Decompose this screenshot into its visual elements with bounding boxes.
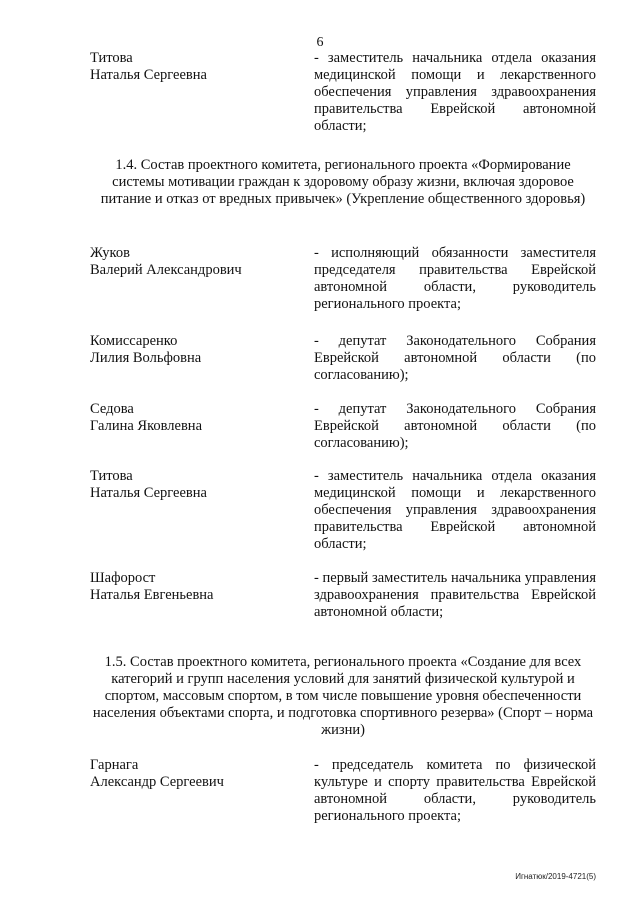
- footer-document-code: Игнатюк/2019-4721(5): [515, 872, 596, 881]
- member-name: [90, 401, 290, 435]
- section-1-4-heading: 1.4. Состав проектного комитета, регионального проекта «Формирование системы мотивации граждан к здоровому образу жизни, включая здоровое питание и отказ от вредных привычек» (Укрепление общественного здоровья): [100, 157, 586, 207]
- member-last-name: Комиссаренко: [90, 333, 178, 349]
- member-last-name: Гарнага: [90, 757, 139, 773]
- member-name: [90, 570, 290, 604]
- member-last-name: Седова: [90, 401, 134, 417]
- member-role: - первый заместитель начальника управления здравоохранения правительства Еврейской автономной области;: [314, 570, 596, 620]
- member-last-name: Титова: [90, 50, 133, 66]
- member-last-name: Шафорост: [90, 570, 156, 586]
- member-first-name: Александр Сергеевич: [90, 774, 224, 790]
- member-role: - председатель комитета по физической культуре и спорту правительства Еврейской автономной области, руководитель регионального проекта;: [314, 757, 596, 824]
- member-first-name: Галина Яковлевна: [90, 418, 202, 434]
- member-name: [90, 757, 290, 791]
- member-role: - заместитель начальника отдела оказания медицинской помощи и лекарственного обеспечения управления здравоохранения правительства Еврейской автономной области;: [314, 50, 596, 134]
- member-role: - исполняющий обязанности заместителя председателя правительства Еврейской автономной области, руководитель регионального проекта;: [314, 245, 596, 312]
- member-role: - заместитель начальника отдела оказания медицинской помощи и лекарственного обеспечения управления здравоохранения правительства Еврейской автономной области;: [314, 468, 596, 552]
- section-1-5-heading: 1.5. Состав проектного комитета, регионального проекта «Создание для всех категорий и групп населения условий для занятий физической культурой и спортом, массовым спортом, в том числе повышение уровня обеспеченности населения объектами спорта, и подготовка спортивного резерва» (Спорт – норма жизни): [92, 654, 594, 738]
- member-first-name: Наталья Сергеевна: [90, 67, 207, 83]
- member-name: [90, 468, 290, 502]
- member-first-name: Валерий Александрович: [90, 262, 242, 278]
- member-first-name: Наталья Евгеньевна: [90, 587, 214, 603]
- member-role: - депутат Законодательного Собрания Еврейской автономной области (по согласованию);: [314, 401, 596, 451]
- member-name: [90, 333, 290, 367]
- member-name: [90, 245, 290, 279]
- member-first-name: Наталья Сергеевна: [90, 485, 207, 501]
- member-name: [90, 50, 290, 84]
- member-first-name: Лилия Вольфовна: [90, 350, 202, 366]
- member-role: - депутат Законодательного Собрания Еврейской автономной области (по согласованию);: [314, 333, 596, 383]
- page-number: 6: [316, 35, 324, 50]
- member-last-name: Титова: [90, 468, 133, 484]
- member-last-name: Жуков: [90, 245, 130, 261]
